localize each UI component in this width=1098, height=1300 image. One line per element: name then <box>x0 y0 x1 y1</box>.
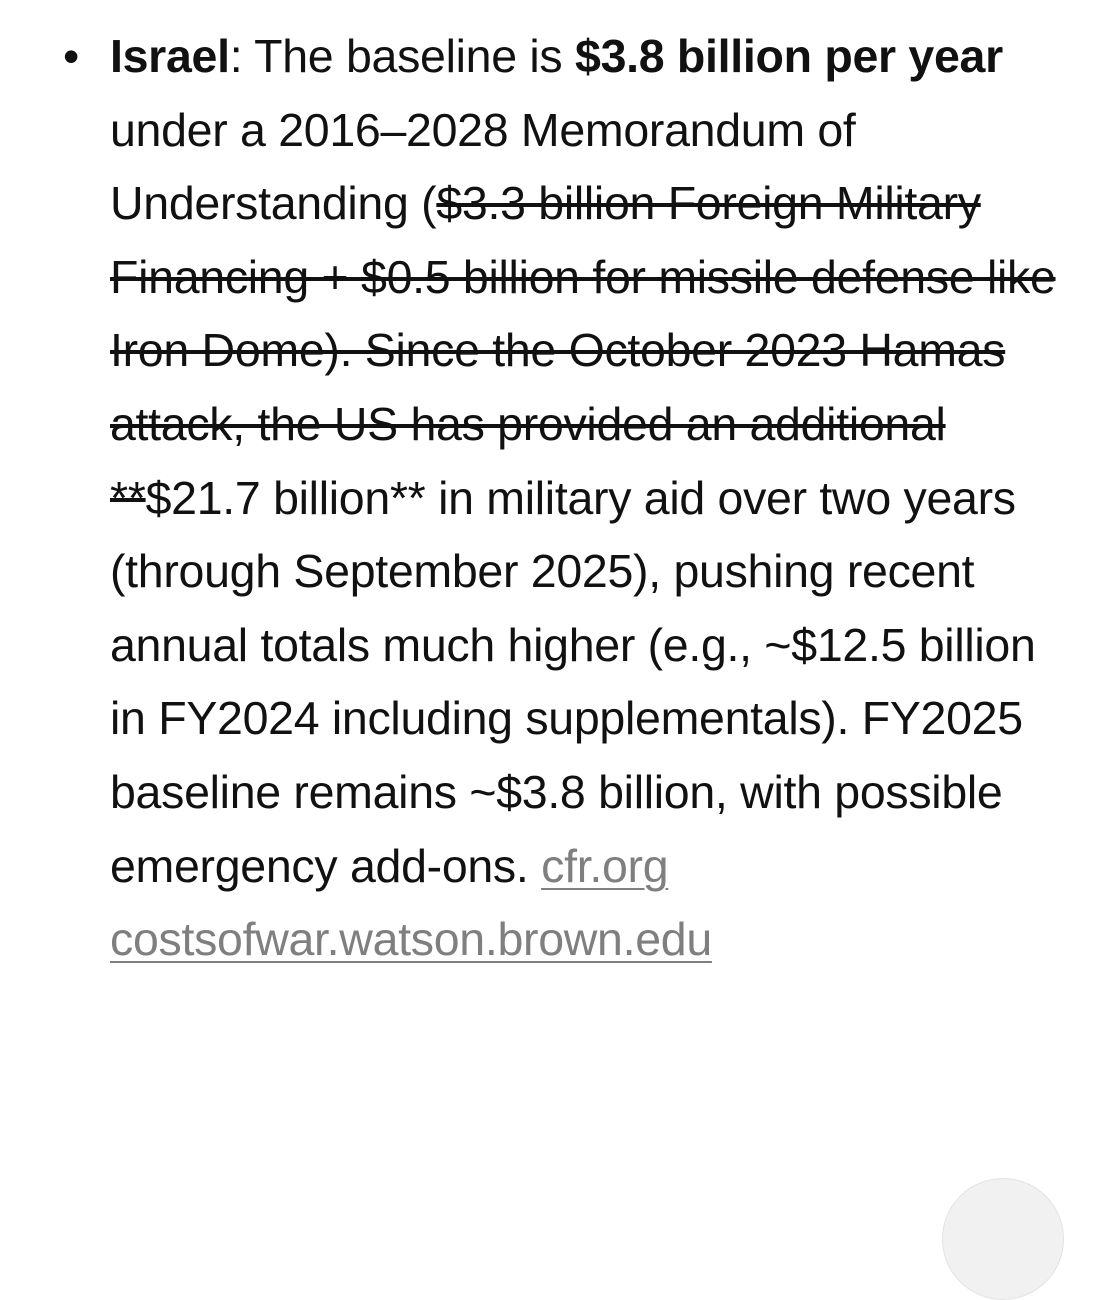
intro-text: The baseline is <box>242 30 576 82</box>
item-label: Israel <box>110 30 230 82</box>
struck-text: $3.3 billion Foreign Military Financing + $0.5 billion for missile defense like Iron Dome). Since the October 2023 Hamas attack, the US has provided an additional ** <box>110 177 1056 524</box>
source-link-costsofwar[interactable]: costsofwar.watson.brown.edu <box>110 913 712 966</box>
label-colon: : <box>229 30 243 82</box>
bullet-point: • <box>63 30 80 82</box>
body-text: $21.7 billion** in military aid over two years (through September 2025), pushing recent annual totals much higher (e.g., ~$12.5 billion in FY2024 including supplementals). FY2025 baseline remains ~$3.8 billion, with possible emergency add-ons. <box>110 471 1036 892</box>
source-link-cfr[interactable]: cfr.org <box>541 839 669 892</box>
baseline-amount: $3.8 billion per year <box>575 30 1003 82</box>
scroll-button[interactable] <box>942 1178 1064 1300</box>
mou-text: under a 2016–2028 Memorandum of Understanding ( <box>110 103 856 230</box>
list-item <box>110 20 1070 977</box>
